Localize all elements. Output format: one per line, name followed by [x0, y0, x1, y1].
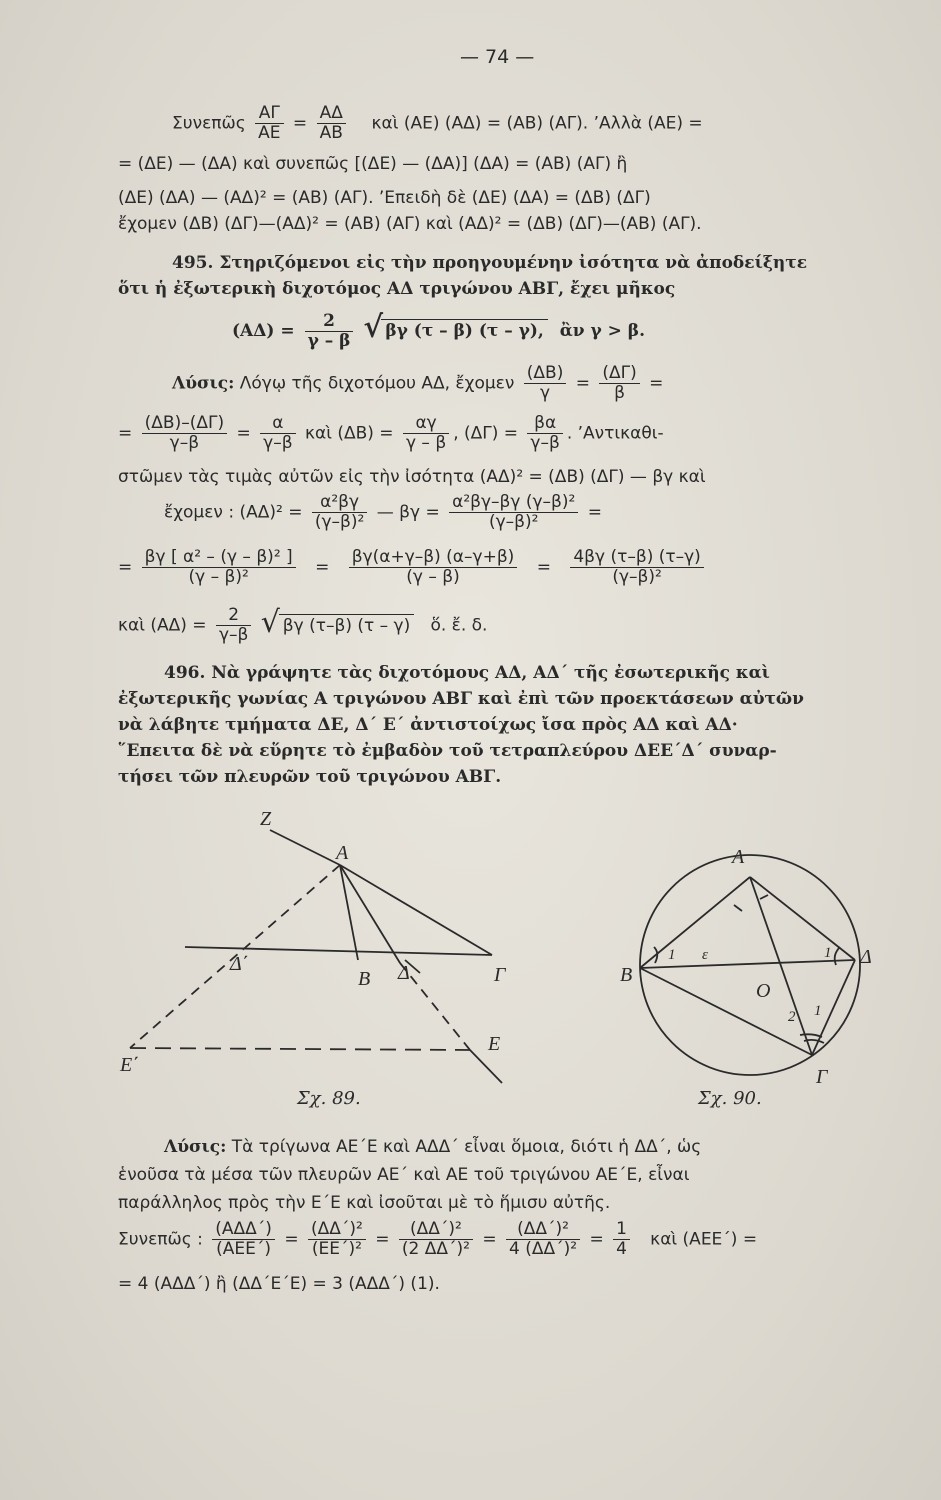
fig89-line-ZA [270, 830, 340, 865]
fig90-angle-1: 1 [824, 945, 832, 961]
sol496-line-3: παράλληλος πρὸς τὴν Ε΄Ε καὶ ἰσοῦται μὲ τὸ ἥμισυ αὐτῆς. [118, 1193, 611, 1213]
fig89-label-Z: Z [260, 808, 272, 830]
fraction: $\frac{\beta\gamma(\alpha+\gamma-\beta) (\alpha-\gamma+\beta)}{(\gamma - \beta)}$ [349, 548, 518, 587]
fig90-label-B: B [620, 964, 633, 986]
fraction: $\frac{4\beta\gamma (\tau-\beta) (\tau-\gamma)}{\text{(γ–β)²}}$ [570, 548, 703, 587]
fraction: $\frac{(\Delta B)-(\Delta\Gamma)}{\gamma-\beta}$ [142, 414, 227, 453]
fraction: $\frac{\text{(ΔΔ΄)²}}{\text{4 (ΔΔ΄)²}}$ [506, 1220, 580, 1259]
fig89-label-B: B [358, 968, 371, 990]
sol496-line-1: Λύσις: Τὰ τρίγωνα ΑΕ΄Ε καὶ ΑΔΔ΄ εἶναι ὅμοια, διότι ἡ ΔΔ΄, ὡς [164, 1137, 702, 1157]
solution-label: Λύσις: [164, 1137, 227, 1157]
fig89-label-D1: Δ΄ [230, 953, 249, 975]
sec495-statement-2: ὅτι ἡ ἐξωτερικὴ διχοτόμος ΑΔ τριγώνου ΑΒΓ, ἔχει μῆκος [118, 279, 676, 299]
fig90-label-A: A [732, 846, 745, 868]
fig89-label-A: A [336, 842, 349, 864]
sec494-line-1: Συνεπῶς $\frac{A\Gamma}{AE}$ = $\frac{A\Delta}{AB}$ καὶ (ΑΕ) (ΑΔ) = (ΑΒ) (ΑΓ). ’Αλλὰ (ΑΕ) = [172, 103, 703, 143]
fraction: $\frac{\alpha\gamma}{\gamma - \beta}$ [403, 414, 449, 453]
fig90-label-eps: ε [702, 947, 708, 963]
solution-label: Λύσις: [172, 373, 235, 394]
fraction: $\frac{\beta\alpha}{\gamma-\beta}$ [527, 414, 562, 453]
fig89-label-E1: E΄ [120, 1054, 139, 1076]
problem-number: 495. [172, 253, 214, 273]
sol496-line-2: ἑνοῦσα τὰ μέσα τῶν πλευρῶν ΑΕ΄ καὶ ΑΕ τοῦ τριγώνου ΑΕ΄Ε, εἶναι [118, 1165, 690, 1185]
fraction: $\frac{\alpha}{\gamma-\beta}$ [260, 414, 295, 453]
fig90-label-G: Γ [816, 1066, 828, 1088]
sol496-line-4: Συνεπῶς : $\frac{\text{(ΑΔΔ΄)}}{\text{(ΑΕΕ΄)}}$ = $\frac{\text{(ΔΔ΄)²}}{\text{(ΕΕ΄)²}}$ = $\frac{\text{(ΔΔ΄)²}}{\text{(2 ΔΔ΄)²}}$ = $\frac{\text{(ΔΔ΄)²}}{\text{4 (ΔΔ΄)²}}$ = $\frac{1}{4}$ καὶ (ΑΕΕ΄) = [118, 1219, 758, 1259]
fig89-side-AG [340, 865, 492, 955]
fraction: $\frac{\text{(ΔΔ΄)²}}{\text{(2 ΔΔ΄)²}}$ [399, 1220, 473, 1259]
sec495-solution-2: = $\frac{(\Delta B)-(\Delta\Gamma)}{\gamma-\beta}$ = $\frac{\alpha}{\gamma-\beta}$ καὶ (ΔΒ) = $\frac{\alpha\gamma}{\gamma - \beta}$ , (ΔΓ) = $\frac{\beta\alpha}{\gamma-\beta}$ . ’Αντικαθι- [118, 413, 664, 453]
sec495-formula: (ΑΔ) = $\frac{2}{\gamma - \beta}$ √ βγ (τ – β) (τ – γ), ἂν γ > β. [232, 310, 646, 351]
figure-90 [610, 835, 880, 1090]
fraction: $\frac{\text{α²βγ–βγ (γ–β)²}}{\text{(γ–β)²}}$ [449, 493, 578, 532]
sec496-line-4: ῞Επειτα δὲ νὰ εὕρητε τὸ ἐμβαδὸν τοῦ τετραπλεύρου ΔΕΕ΄Δ΄ συναρ- [118, 741, 777, 761]
sec494-word: Συνεπῶς [172, 113, 246, 134]
sec495-statement-1: 495. Στηριζόμενοι εἰς τὴν προηγουμένην ἰσότητα νὰ ἀποδείξητε [172, 253, 808, 273]
fig89-bisector-AD-extended [400, 963, 470, 1050]
sec496-line-1: 496. Νὰ γράψητε τὰς διχοτόμους ΑΔ, ΑΔ΄ τῆς ἐσωτερικῆς καὶ [164, 663, 770, 683]
sec496-line-3: νὰ λάβητε τμήματα ΔΕ, Δ΄ Ε΄ ἀντιστοίχως ἴσα πρὸς ΑΔ καὶ ΑΔ· [118, 715, 738, 735]
sec496-line-2: ἐξωτερικῆς γωνίας Α τριγώνου ΑΒΓ καὶ ἐπὶ τῶν προεκτάσεων αὐτῶν [118, 689, 804, 709]
fig90-label-D: Δ [860, 946, 872, 968]
fig90-tick-mark [734, 905, 742, 911]
problem-number: 496. [164, 663, 206, 683]
figure-89 [100, 795, 520, 1095]
sec494-line-3: (ΔΕ) (ΔΑ) — (ΑΔ)² = (ΑΒ) (ΑΓ). ’Επειδὴ δὲ (ΔΕ) (ΔΑ) = (ΔΒ) (ΔΓ) [118, 188, 651, 208]
sol496-line-5: = 4 (ΑΔΔ΄) ἢ (ΔΔ΄Ε΄Ε) = 3 (ΑΔΔ΄) (1). [118, 1274, 440, 1294]
sec495-solution-4: ἔχομεν : (ΑΔ)² = $\frac{\text{α²βγ}}{\text{(γ–β)²}}$ — βγ = $\frac{\text{α²βγ–βγ (γ–β)²}}{\text{(γ–β)²}}$ = [164, 492, 603, 532]
fraction: $\frac{(\Delta B)}{\gamma}$ [524, 364, 567, 403]
sec495-solution-1: Λύσις: Λόγῳ τῆς διχοτόμου ΑΔ, ἔχομεν $\frac{(\Delta B)}{\gamma}$ = $\frac{(\Delta\Gamma)}{\beta}$ = [172, 363, 664, 403]
fraction: $\frac{2}{\gamma - \beta}$ [305, 312, 354, 351]
fig90-caption: Σχ. 90. [698, 1088, 762, 1109]
fig90-angle-arc [835, 947, 840, 965]
fig89-label-E: E [488, 1033, 501, 1055]
fraction: $\frac{A\Delta}{AB}$ [317, 104, 346, 143]
fraction: $\frac{A\Gamma}{AE}$ [255, 104, 283, 143]
sec494-line-4: ἔχομεν (ΔΒ) (ΔΓ)—(ΑΔ)² = (ΑΒ) (ΑΓ) καὶ (ΑΔ)² = (ΔΒ) (ΔΓ)—(ΑΒ) (ΑΓ). [118, 214, 702, 234]
fraction: $\frac{\text{α²βγ}}{\text{(γ–β)²}}$ [312, 493, 368, 532]
fig90-angle-1: 1 [668, 947, 676, 963]
fig90-circle [640, 855, 860, 1075]
fig90-label-O: O [756, 980, 771, 1002]
fraction: $\frac{\text{(ΑΔΔ΄)}}{\text{(ΑΕΕ΄)}}$ [212, 1220, 275, 1259]
fraction: $\frac{2}{\gamma-\beta}$ [216, 606, 251, 645]
fraction: $\frac{(\Delta\Gamma)}{\beta}$ [599, 364, 639, 403]
sec496-line-5: τήσει τῶν πλευρῶν τοῦ τριγώνου ΑΒΓ. [118, 767, 502, 787]
sec495-solution-6: καὶ (ΑΔ) = $\frac{2}{\gamma-\beta}$ √ βγ (τ–β) (τ – γ) ὅ. ἔ. δ. [118, 604, 488, 645]
fraction: $\frac{1}{4}$ [613, 1220, 630, 1259]
fig90-tick-mark [760, 895, 768, 899]
sec495-solution-3: στῶμεν τὰς τιμὰς αὐτῶν εἰς τὴν ἰσότητα (ΑΔ)² = (ΔΒ) (ΔΓ) — βγ καὶ [118, 467, 706, 487]
sec494-line-2: = (ΔΕ) — (ΔΑ) καὶ συνεπῶς [(ΔΕ) — (ΔΑ)] (ΔΑ) = (ΑΒ) (ΑΓ) ἢ [118, 154, 628, 174]
page-number: — 74 — [460, 46, 535, 68]
fig89-caption: Σχ. 89. [297, 1088, 361, 1109]
fig89-label-G: Γ [494, 964, 506, 986]
fig90-angle-arc [800, 1034, 822, 1037]
fraction: $\frac{\text{(ΔΔ΄)²}}{\text{(ΕΕ΄)²}}$ [308, 1220, 366, 1259]
fig89-label-D: Δ [398, 962, 410, 984]
square-root: √ βγ (τ – β) (τ – γ), [363, 319, 548, 342]
square-root: √ βγ (τ–β) (τ – γ) [261, 614, 414, 637]
fig89-segment-E1E [130, 1048, 470, 1050]
fig90-angle-1: 1 [814, 1003, 822, 1019]
fig90-angle-2: 2 [788, 1009, 796, 1025]
sec495-solution-5: = $\frac{\text{βγ [ α² – (γ – β)² ]}}{\text{(γ – β)²}}$ = $\frac{\beta\gamma(\alpha+\gamma-\beta) (\alpha-\gamma+\beta)}{(\gamma - \beta)}$ = $\frac{4\beta\gamma (\tau-\beta) (\tau-\gamma)}{\text{(γ–β)²}}$ [118, 548, 708, 587]
fraction: $\frac{\text{βγ [ α² – (γ – β)² ]}}{\text{(γ – β)²}}$ [142, 548, 296, 587]
sec494-rest: καὶ (ΑΕ) (ΑΔ) = (ΑΒ) (ΑΓ). ’Αλλὰ (ΑΕ) = [371, 113, 703, 134]
